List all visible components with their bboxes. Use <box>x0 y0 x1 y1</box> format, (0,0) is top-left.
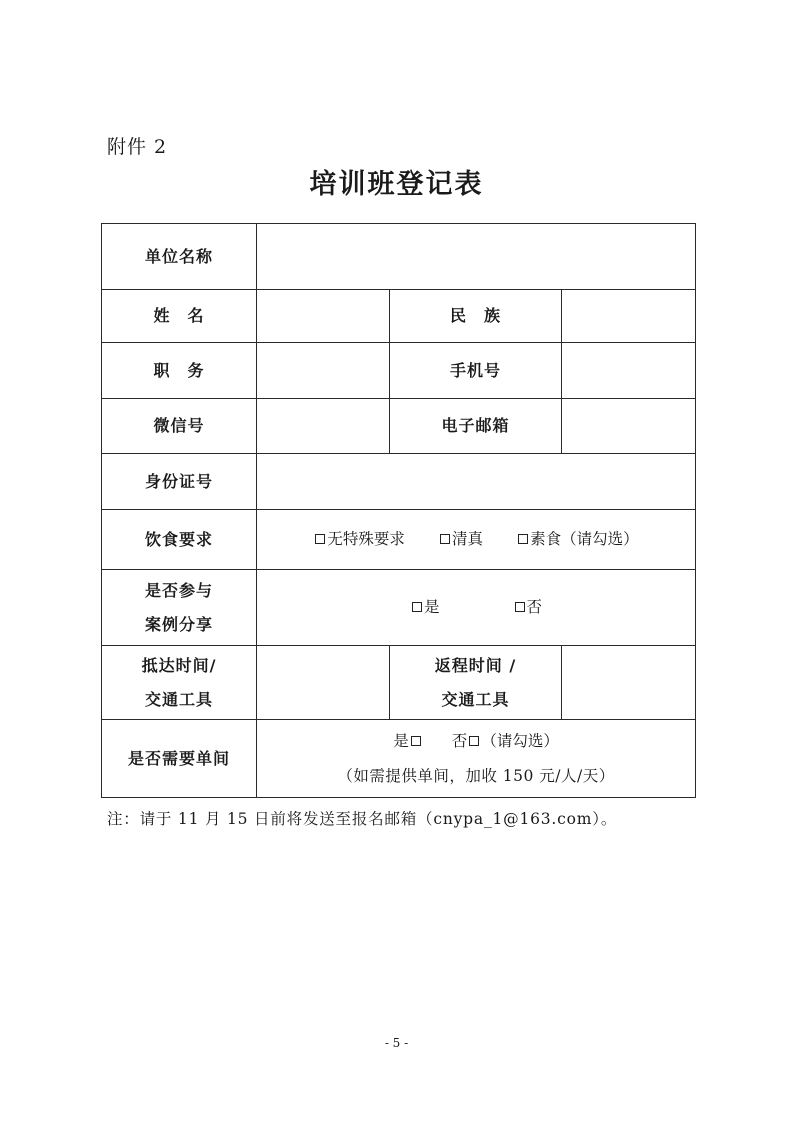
checkbox-icon[interactable] <box>518 534 528 544</box>
diet-options <box>257 510 696 570</box>
arrival-label-line1: 抵达时间/ <box>141 655 217 675</box>
id-number-label: 身份证号 <box>102 454 257 510</box>
diet-option-vegetarian-label: 素食（请勾选） <box>530 530 639 549</box>
email-field[interactable] <box>562 399 696 454</box>
return-label-line2: 交通工具 <box>441 689 510 709</box>
checkbox-icon[interactable] <box>469 736 479 746</box>
wechat-field[interactable] <box>257 399 390 454</box>
diet-option-none[interactable] <box>313 530 405 549</box>
single-room-no[interactable] <box>452 732 559 751</box>
case-sharing-yes[interactable] <box>410 598 440 617</box>
single-room-options <box>257 720 696 798</box>
mobile-label: 手机号 <box>390 343 562 399</box>
checkbox-icon[interactable] <box>315 534 325 544</box>
case-sharing-no-label: 否 <box>526 598 543 617</box>
checkbox-icon[interactable] <box>411 736 421 746</box>
ethnicity-label: 民 族 <box>390 290 562 343</box>
page-number: - 5 - <box>384 1036 409 1050</box>
return-field[interactable] <box>562 646 696 720</box>
return-label-line1: 返程时间 / <box>434 655 517 675</box>
case-sharing-label-line1: 是否参与 <box>144 580 213 600</box>
row-wechat-email <box>102 399 696 454</box>
single-room-note: （如需提供单间，加收 150 元/人/天） <box>337 767 615 785</box>
row-arrival-return <box>102 646 696 720</box>
checkbox-icon[interactable] <box>440 534 450 544</box>
single-room-choices <box>257 731 695 751</box>
single-room-yes[interactable] <box>393 732 423 751</box>
row-id-number <box>102 454 696 510</box>
case-sharing-options <box>257 570 696 646</box>
case-sharing-no[interactable] <box>513 598 543 617</box>
row-name-ethnicity <box>102 290 696 343</box>
checkbox-icon[interactable] <box>515 602 525 612</box>
unit-name-field[interactable] <box>257 224 696 290</box>
single-room-hint: （请勾选） <box>481 731 559 750</box>
ethnicity-field[interactable] <box>562 290 696 343</box>
row-unit-name <box>102 224 696 290</box>
diet-option-none-label: 无特殊要求 <box>327 530 405 549</box>
single-room-no-label: 否 <box>451 731 468 750</box>
case-sharing-label <box>102 570 257 646</box>
case-sharing-yes-label: 是 <box>423 598 440 617</box>
diet-label: 饮食要求 <box>102 510 257 570</box>
attachment-label: 附件 2 <box>107 136 168 158</box>
checkbox-icon[interactable] <box>412 602 422 612</box>
page-title: 培训班登记表 <box>309 169 484 200</box>
id-number-field[interactable] <box>257 454 696 510</box>
email-label: 电子邮箱 <box>390 399 562 454</box>
mobile-field[interactable] <box>562 343 696 399</box>
row-diet <box>102 510 696 570</box>
single-room-label: 是否需要单间 <box>102 720 257 798</box>
name-field[interactable] <box>257 290 390 343</box>
row-position-mobile <box>102 343 696 399</box>
unit-name-label: 单位名称 <box>102 224 257 290</box>
registration-form-table <box>101 223 696 798</box>
position-field[interactable] <box>257 343 390 399</box>
position-label: 职 务 <box>102 343 257 399</box>
footnote: 注：请于 11 月 15 日前将发送至报名邮箱（cnypa_1@163.com）。 <box>107 810 618 828</box>
diet-option-vegetarian[interactable] <box>516 530 639 549</box>
arrival-label-line2: 交通工具 <box>144 689 213 709</box>
diet-option-halal[interactable] <box>438 530 483 549</box>
diet-option-halal-label: 清真 <box>452 530 484 549</box>
arrival-field[interactable] <box>257 646 390 720</box>
arrival-label <box>102 646 257 720</box>
wechat-label: 微信号 <box>102 399 257 454</box>
return-label <box>390 646 562 720</box>
case-sharing-label-line2: 案例分享 <box>144 614 213 634</box>
name-label: 姓 名 <box>102 290 257 343</box>
row-single-room <box>102 720 696 798</box>
single-room-yes-label: 是 <box>393 731 409 750</box>
row-case-sharing <box>102 570 696 646</box>
